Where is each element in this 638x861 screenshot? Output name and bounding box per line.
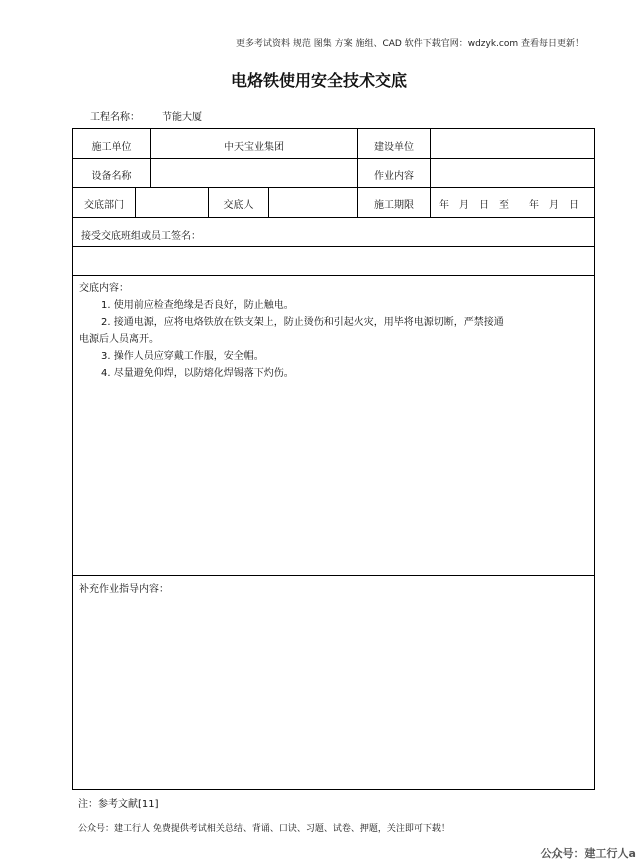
content-label: 交底内容： [79, 283, 129, 294]
content-line: 4. 尽量避免仰焊，以防熔化焊锡落下灼伤。 [101, 368, 294, 379]
col-divider [430, 129, 431, 217]
period-value[interactable]: 年 月 日 至 年 月 日 [439, 200, 579, 211]
period-label: 施工期限 [374, 200, 414, 211]
top-note: 更多考试资料 规范 图集 方案 施组、CAD 软件下载官网：wdzyk.com 查看每日更新！ [236, 39, 584, 49]
watermark: 公众号：建工行人a [540, 847, 636, 860]
equipment-name-label: 设备名称 [91, 171, 132, 182]
content-line: 2. 接通电源，应将电烙铁放在铁支架上，防止烫伤和引起火灾，用毕将电源切断，严禁接通 [101, 317, 504, 328]
col-divider [268, 187, 269, 217]
project-name [90, 108, 202, 123]
handover-dept-label: 交底部门 [84, 200, 124, 211]
supplement-label: 补充作业指导内容： [79, 584, 169, 595]
builder-unit-label: 建设单位 [374, 142, 414, 153]
handover-form [72, 128, 595, 790]
row-divider [73, 217, 594, 218]
construction-unit-value[interactable]: 中天宝业集团 [224, 142, 284, 153]
project-value: 节能大厦 [162, 112, 202, 123]
row-divider [73, 246, 594, 247]
handover-person-label: 交底人 [223, 200, 254, 211]
signature-field[interactable] [81, 256, 581, 270]
col-divider [135, 187, 136, 217]
content-line: 3. 操作人员应穿戴工作服，安全帽。 [101, 351, 264, 362]
row-divider [73, 158, 594, 159]
construction-unit-label: 施工单位 [91, 142, 132, 153]
row-divider [73, 275, 594, 276]
footnote: 注：参考文献[11] [78, 799, 159, 810]
content-line: 1. 使用前应检查绝缘是否良好，防止触电。 [101, 300, 294, 311]
work-content-label: 作业内容 [374, 171, 414, 182]
public-notice: 公众号：建工行人 免费提供考试相关总结、背诵、口诀、习题、试卷、押题，关注即可下载！ [78, 824, 450, 834]
page-title: 电烙铁使用安全技术交底 [230, 71, 407, 90]
row-divider [73, 187, 594, 188]
row-divider [73, 575, 594, 576]
signature-label: 接受交底班组或员工签名： [81, 231, 201, 242]
content-line: 电源后人员离开。 [79, 334, 159, 345]
project-label: 工程名称： [90, 112, 140, 123]
